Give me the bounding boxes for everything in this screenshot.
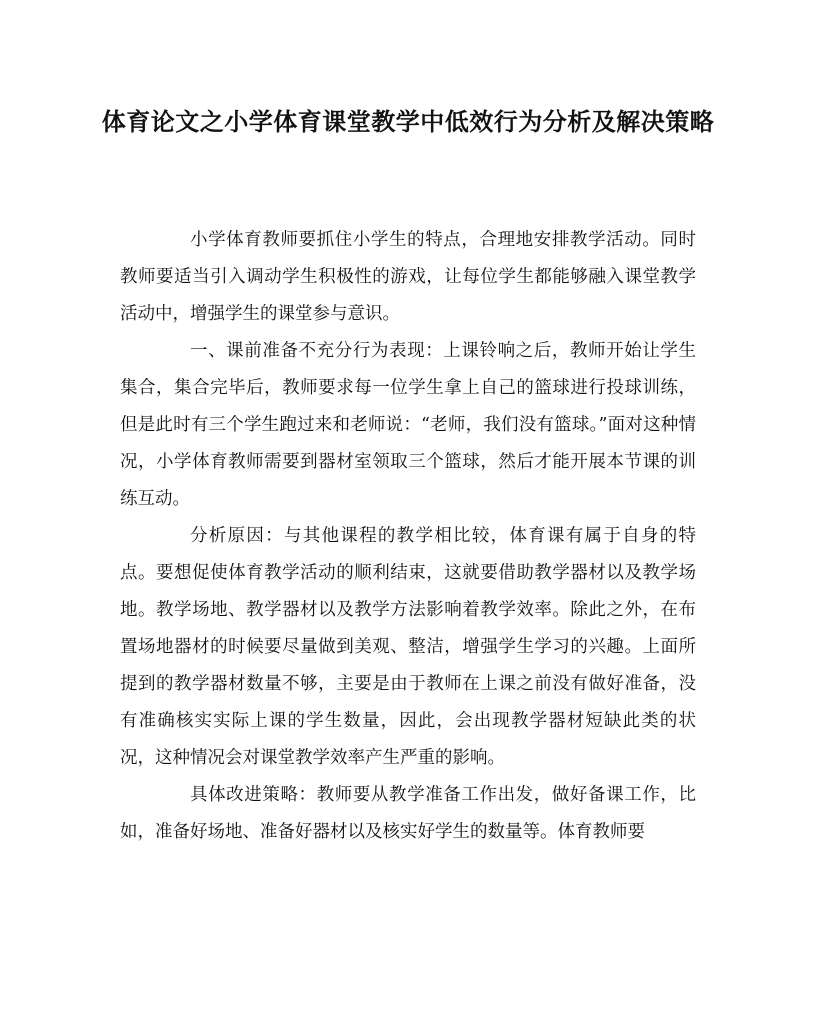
document-title: 体育论文之小学体育课堂教学中低效行为分析及解决策略 [101, 107, 715, 136]
document-body [120, 222, 696, 851]
paragraph: 分析原因：与其他课程的教学相比较，体育课有属于自身的特点。要想促使体育教学活动的顺利结束，这就要借助教学器材以及教学场地。教学场地、教学器材以及教学方法影响着教学效率。除此之外，在布置场地器材的时候要尽量做到美观、整洁，增强学生学习的兴趣。上面所提到的教学器材数量不够，主要是由于教师在上课之前没有做好准备，没有准确核实实际上课的学生数量，因此，会出现教学器材短缺此类的状况，这种情况会对课堂教学效率产生严重的影响。 [120, 526, 696, 768]
paragraph: 一、课前准备不充分行为表现：上课铃响之后，教师开始让学生集合，集合完毕后，教师要求每一位学生拿上自己的篮球进行投球训练，但是此时有三个学生跑过来和老师说：“老师，我们没有篮球。”面对这种情况，小学体育教师需要到器材室领取三个篮球，然后才能开展本节课的训练互动。 [120, 341, 696, 509]
paragraph: 小学体育教师要抓住小学生的特点，合理地安排教学活动。同时教师要适当引入调动学生积极性的游戏，让每位学生都能够融入课堂教学活动中，增强学生的课堂参与意识。 [120, 230, 696, 324]
paragraph: 具体改进策略：教师要从教学准备工作出发，做好备课工作，比如，准备好场地、准备好器材以及核实好学生的数量等。体育教师要 [120, 785, 696, 842]
